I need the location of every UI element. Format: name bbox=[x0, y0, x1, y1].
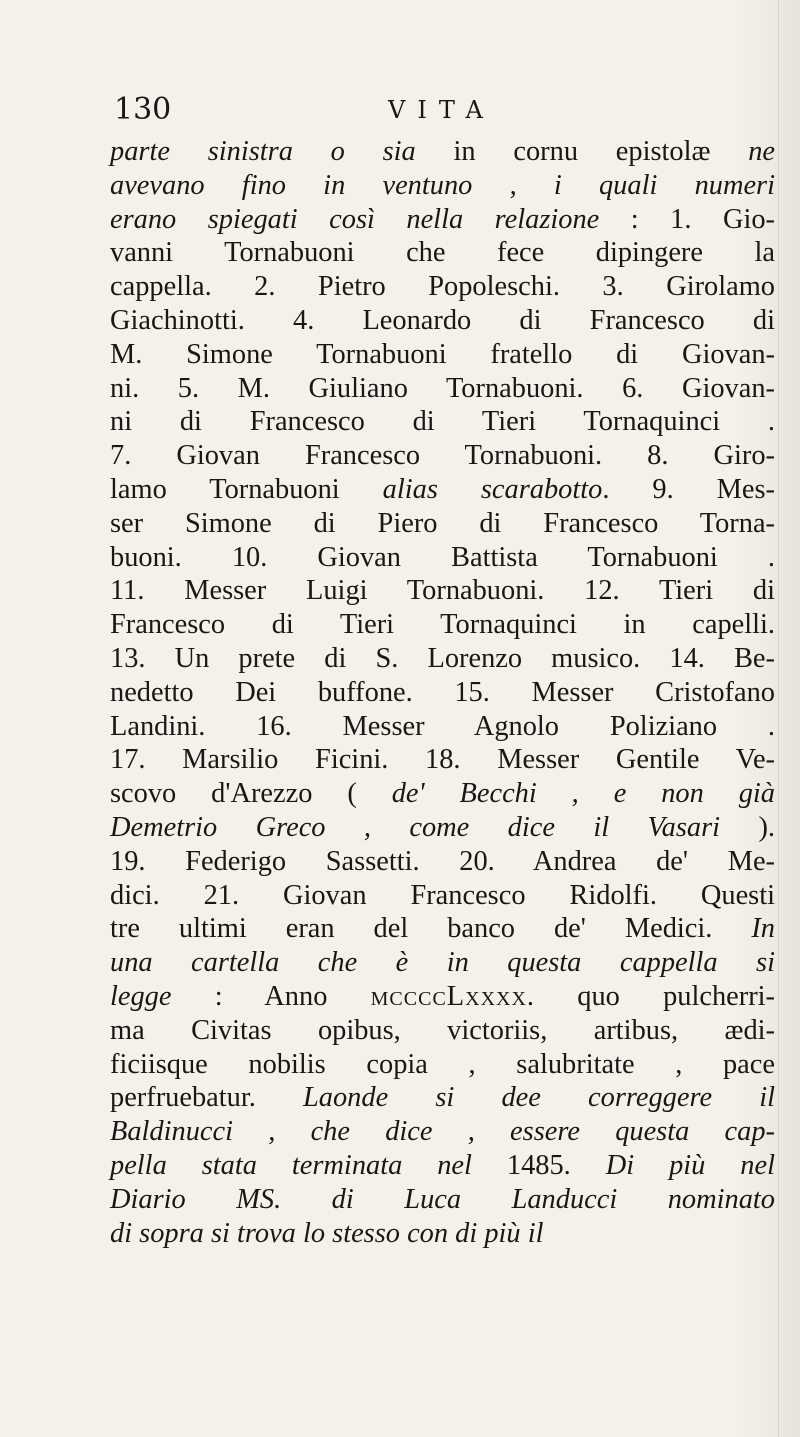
italic-segment: parte sinistra o sia bbox=[110, 136, 416, 167]
italic-segment: Diario MS. di Luca Landucci nominato bbox=[110, 1183, 775, 1215]
text-line bbox=[110, 912, 775, 946]
text-line bbox=[110, 405, 775, 439]
text-segment: 17. Marsilio Ficini. 18. Messer Gentile Ve- bbox=[110, 744, 775, 776]
text-line bbox=[110, 169, 775, 203]
italic-segment: de' Becchi , e non già bbox=[391, 778, 776, 810]
text-segment: ni di Francesco di Tieri Tornaquinci . bbox=[110, 406, 775, 438]
text-segment: nedetto Dei buffone. 15. Messer Cristofano bbox=[110, 676, 775, 708]
text-line bbox=[110, 980, 775, 1014]
text-line bbox=[110, 541, 775, 575]
text-segment: M. Simone Tornabuoni fratello di Giovan- bbox=[110, 338, 775, 370]
text-segment: mccccLxxxx bbox=[370, 980, 527, 1012]
page-edge-shadow bbox=[778, 0, 779, 1437]
text-line bbox=[110, 203, 775, 237]
text-line bbox=[110, 338, 775, 372]
text-line bbox=[110, 1149, 775, 1183]
text-line bbox=[110, 1217, 775, 1251]
text-segment: Landini. 16. Messer Agnolo Poliziano . bbox=[110, 710, 775, 742]
text-segment: cappella. 2. Pietro Popoleschi. 3. Girolamo bbox=[110, 271, 775, 303]
page-number: 130 bbox=[114, 92, 172, 127]
text-segment: 1485. bbox=[471, 1149, 606, 1181]
italic-segment: una cartella che è in questa cappella si bbox=[110, 947, 775, 979]
text-segment: in cornu epistolæ bbox=[415, 136, 749, 167]
italic-segment: legge bbox=[110, 980, 172, 1012]
text-line bbox=[110, 270, 775, 304]
text-line bbox=[110, 1048, 775, 1082]
italic-segment: Demetrio Greco , come dice il Vasari bbox=[110, 811, 721, 843]
text-line bbox=[110, 135, 775, 169]
text-line bbox=[110, 574, 775, 608]
text-segment: ni. 5. M. Giuliano Tornabuoni. 6. Giovan- bbox=[110, 372, 775, 404]
text-segment: scovo d'Arezzo ( bbox=[110, 778, 392, 810]
text-segment: . 9. Mes- bbox=[602, 473, 775, 505]
page-header bbox=[0, 92, 800, 132]
italic-segment: alias scarabotto bbox=[382, 473, 603, 505]
text-segment: buoni. 10. Giovan Battista Tornabuoni . bbox=[110, 541, 775, 573]
italic-segment: avevano fino in ventuno , i quali numeri bbox=[110, 169, 775, 201]
text-segment: perfruebatur. bbox=[110, 1082, 303, 1114]
text-segment: dici. 21. Giovan Francesco Ridolfi. Questi bbox=[110, 879, 775, 911]
text-line bbox=[110, 811, 775, 845]
text-line bbox=[110, 507, 775, 541]
text-line bbox=[110, 608, 775, 642]
running-head: VITA bbox=[388, 96, 495, 124]
text-line bbox=[110, 642, 775, 676]
text-line bbox=[110, 439, 775, 473]
text-segment: : 1. Gio- bbox=[599, 203, 775, 235]
text-segment: tre ultimi eran del banco de' Medici. bbox=[110, 913, 752, 945]
text-line bbox=[110, 676, 775, 710]
text-line bbox=[110, 372, 775, 406]
italic-segment: di sopra si trova lo stesso con di più il bbox=[110, 1217, 544, 1249]
text-line bbox=[110, 845, 775, 879]
text-line bbox=[110, 710, 775, 744]
italic-segment: pella stata terminata nel bbox=[110, 1149, 472, 1181]
text-segment: 13. Un prete di S. Lorenzo musico. 14. Be- bbox=[110, 642, 775, 674]
text-line bbox=[110, 1183, 775, 1217]
text-line bbox=[110, 1081, 775, 1115]
italic-segment: Di più nel bbox=[605, 1149, 775, 1181]
text-line bbox=[110, 777, 775, 811]
text-line bbox=[110, 1014, 775, 1048]
text-segment: 7. Giovan Francesco Tornabuoni. 8. Giro- bbox=[110, 440, 775, 472]
text-segment: ser Simone di Piero di Francesco Torna- bbox=[110, 507, 775, 539]
text-segment: vanni Tornabuoni che fece dipingere la bbox=[110, 237, 775, 269]
body-text bbox=[110, 135, 775, 1250]
text-line bbox=[110, 946, 775, 980]
text-line bbox=[110, 1115, 775, 1149]
text-segment: ma Civitas opibus, victoriis, artibus, ædi- bbox=[110, 1014, 775, 1046]
text-segment: : Anno bbox=[171, 980, 371, 1012]
italic-segment: Laonde si dee correggere il bbox=[303, 1082, 776, 1114]
text-segment: . quo pulcherri- bbox=[526, 980, 776, 1012]
text-segment: 11. Messer Luigi Tornabuoni. 12. Tieri di bbox=[110, 575, 775, 607]
text-line bbox=[110, 473, 775, 507]
italic-segment: ne bbox=[748, 136, 775, 167]
italic-segment: erano spiegati così nella relazione bbox=[110, 203, 600, 235]
text-segment: ficiisque nobilis copia , salubritate , pace bbox=[110, 1048, 775, 1080]
text-line bbox=[110, 304, 775, 338]
text-segment: Francesco di Tieri Tornaquinci in capelli. bbox=[110, 609, 775, 641]
text-line bbox=[110, 236, 775, 270]
text-segment: ). bbox=[720, 811, 775, 843]
text-segment: 19. Federigo Sassetti. 20. Andrea de' Me- bbox=[110, 845, 775, 877]
text-line bbox=[110, 743, 775, 777]
italic-segment: Baldinucci , che dice , essere questa cap- bbox=[110, 1116, 775, 1148]
text-line bbox=[110, 879, 775, 913]
text-segment: lamo Tornabuoni bbox=[110, 473, 383, 505]
italic-segment: In bbox=[751, 913, 775, 945]
text-segment: Giachinotti. 4. Leonardo di Francesco di bbox=[110, 304, 775, 336]
